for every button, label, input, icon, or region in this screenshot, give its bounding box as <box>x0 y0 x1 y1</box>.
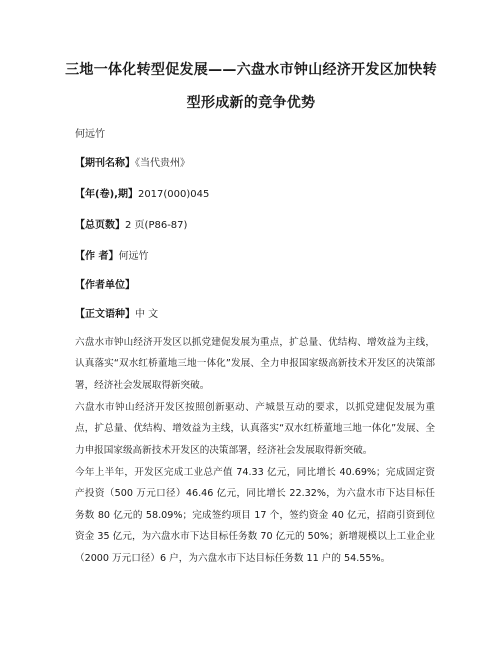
meta-affiliation <box>75 279 135 293</box>
meta-label: 【总页数】 <box>75 220 125 231</box>
meta-label: 【期刊名称】 <box>75 158 135 169</box>
body-paragraph-1: 六盘水市钟山经济开发区以抓党建促发展为重点，扩总量、优结构、增效益为主线，认真落实“双水红桥董地三地一体化”发展、全力申报国家级高新技术开发区的决策部署，经济社会发展取得新突破。 <box>75 337 435 391</box>
document-title-line-2: 型形成新的竞争优势 <box>186 95 316 111</box>
body-paragraph-3: 今年上半年，开发区完成工业总产值 74.33 亿元，同比增长 40.69%；完成固定资产投资（500 万元口径）46.46 亿元，同比增长 22.32%，为六盘水市下达目标任务数 80 亿元的 58.09%；完成签约项目 17 个，签约资金 40 亿元，招商引资到位资金 35 亿元，为六盘水市下达目标任务数 70 亿元的 50%；新增规模以上工业企业（2000 万元口径）6 户，为六盘水市下达目标任务数 11 户的 54.55%。 <box>75 467 435 564</box>
meta-volume-issue <box>75 188 209 202</box>
author-name: 何远竹 <box>75 129 105 140</box>
meta-label: 【作者单位】 <box>75 280 135 291</box>
meta-value: 中 文 <box>135 309 159 320</box>
meta-value: 《当代贵州》 <box>135 158 190 169</box>
meta-value: 何远竹 <box>118 251 149 262</box>
meta-language <box>75 308 158 322</box>
meta-author <box>75 250 148 264</box>
meta-label: 【年(卷),期】 <box>75 189 138 200</box>
meta-label: 【作 者】 <box>75 251 119 262</box>
meta-label: 【正文语种】 <box>75 309 135 320</box>
meta-value: 2017(000)045 <box>137 189 210 200</box>
meta-journal <box>75 157 190 171</box>
meta-pages <box>75 219 187 233</box>
meta-value: 2 页(P86-87) <box>125 220 188 231</box>
document-title-line-1: 三地一体化转型促发展——六盘水市钟山经济开发区加快转 <box>65 62 437 78</box>
body-paragraph-2: 六盘水市钟山经济开发区按照创新驱动、产城景互动的要求，以抓党建促发展为重点，扩总量、优结构、增效益为主线，认真落实“双水红桥董地三地一体化”发展、全力申报国家级高新技术开发区的决策部署，经济社会发展取得新突破。 <box>75 402 435 456</box>
